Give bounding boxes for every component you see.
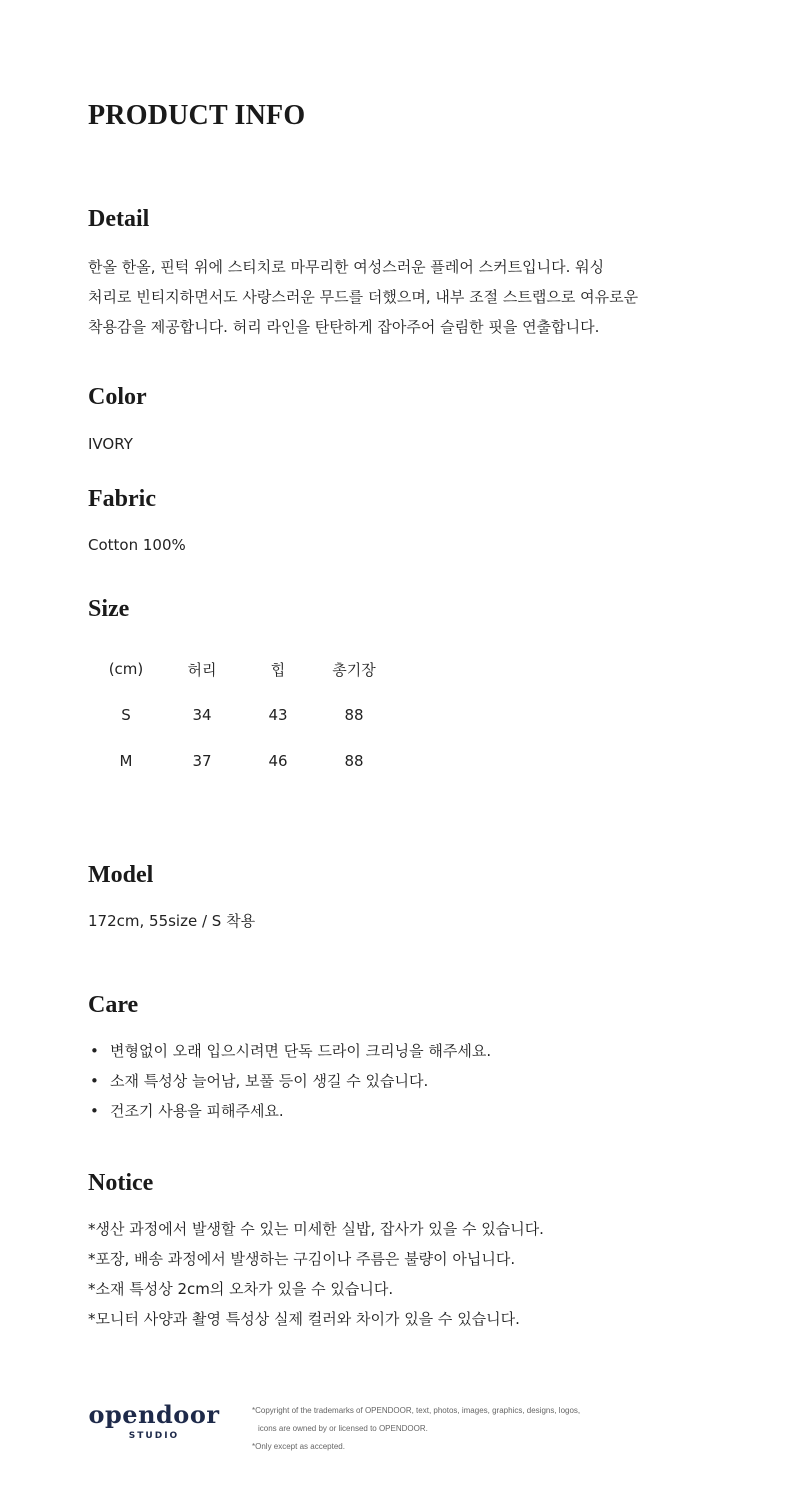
care-item: [88, 1036, 491, 1066]
copyright-notice: [252, 1402, 580, 1456]
logo-wordmark: opendoor: [88, 1400, 220, 1429]
size-heading: Size: [88, 596, 130, 622]
page-title: PRODUCT INFO: [88, 100, 306, 131]
fabric-heading: Fabric: [88, 486, 156, 512]
size-cell: M: [119, 752, 133, 770]
brand-logo: [84, 1400, 224, 1441]
size-cell: 34: [192, 706, 212, 724]
detail-line: 한올 한올, 핀턱 위에 스티치로 마무리한 여성스러운 플레어 스커트입니다. 워싱: [88, 258, 605, 276]
size-cell: 43: [268, 706, 288, 724]
detail-text: [88, 252, 728, 342]
size-cell: 88: [344, 706, 364, 724]
size-cell: 37: [192, 752, 212, 770]
care-item-text: 건조기 사용을 피해주세요.: [110, 1102, 284, 1120]
notice-heading: Notice: [88, 1170, 154, 1196]
model-heading: Model: [88, 862, 154, 888]
color-heading: Color: [88, 384, 147, 410]
size-cell: 46: [268, 752, 288, 770]
care-list: [88, 1036, 491, 1126]
care-item: [88, 1096, 491, 1126]
fabric-value: Cotton 100%: [88, 536, 186, 554]
care-item-text: 변형없이 오래 입으시려면 단독 드라이 크리닝을 해주세요.: [110, 1042, 492, 1060]
size-cell: 88: [344, 752, 364, 770]
size-col-length: 총기장: [332, 660, 376, 679]
bullet-icon: •: [90, 1042, 99, 1060]
copyright-line: *Only except as accepted.: [252, 1442, 345, 1451]
care-heading: Care: [88, 992, 139, 1018]
copyright-line: icons are owned by or licensed to OPENDOOR.: [258, 1424, 428, 1433]
notice-item: *소재 특성상 2cm의 오차가 있을 수 있습니다.: [88, 1280, 394, 1298]
notice-item: *생산 과정에서 발생할 수 있는 미세한 실밥, 잡사가 있을 수 있습니다.: [88, 1220, 544, 1238]
size-row-m: [88, 738, 392, 784]
detail-line: 착용감을 제공합니다. 허리 라인을 탄탄하게 잡아주어 슬림한 핏을 연출합니다.: [88, 318, 600, 336]
care-item-text: 소재 특성상 늘어남, 보풀 등이 생길 수 있습니다.: [110, 1072, 429, 1090]
size-row-s: [88, 692, 392, 738]
size-table: [88, 646, 392, 784]
size-col-waist: 허리: [187, 660, 217, 679]
size-cell: S: [121, 706, 131, 724]
size-col-hip: 힙: [270, 660, 286, 679]
detail-heading: Detail: [88, 206, 150, 232]
size-col-unit: (cm): [108, 660, 144, 678]
logo-subtitle: STUDIO: [128, 1431, 180, 1441]
detail-line: 처리로 빈티지하면서도 사랑스러운 무드를 더했으며, 내부 조절 스트랩으로 여유로운: [88, 288, 639, 306]
copyright-line: *Copyright of the trademarks of OPENDOOR, text, photos, images, graphics, designs, logos,: [252, 1406, 581, 1415]
notice-item: *모니터 사양과 촬영 특성상 실제 컬러와 차이가 있을 수 있습니다.: [88, 1310, 520, 1328]
model-value: 172cm, 55size / S 착용: [88, 912, 256, 930]
care-item: [88, 1066, 491, 1096]
bullet-icon: •: [90, 1102, 99, 1120]
size-table-header-row: [88, 646, 392, 692]
color-value: IVORY: [88, 435, 133, 453]
bullet-icon: •: [90, 1072, 99, 1090]
notice-item: *포장, 배송 과정에서 발생하는 구김이나 주름은 불량이 아닙니다.: [88, 1250, 516, 1268]
notice-list: [88, 1214, 544, 1334]
